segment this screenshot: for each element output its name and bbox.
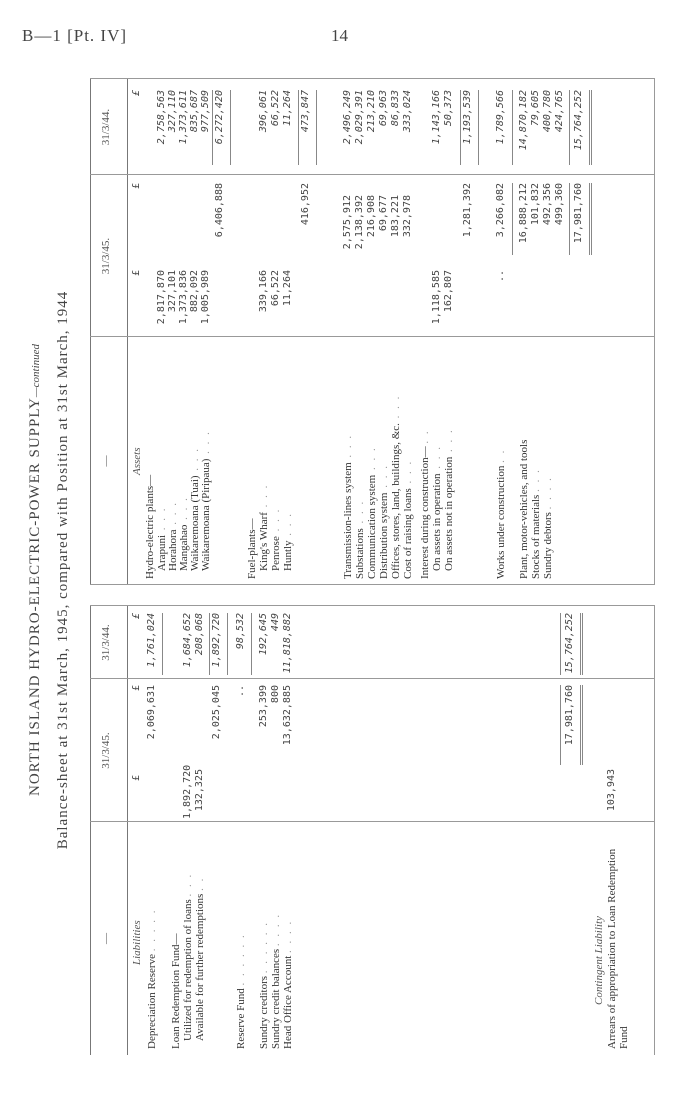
depreciation-reserve-prev: 1,761,024 [146,613,157,668]
fuel-plant-prev: 66,522 [270,90,281,127]
depreciation-reserve-label: Depreciation Reserve . . . . . [146,908,158,1049]
asset-item-label: Cost of raising loans . . . [402,459,414,579]
interest-item-label: On assets in operation . . . [431,445,443,571]
loan-fund-label: Loan Redemption Fund— [170,933,182,1049]
interest-heading: Interest during construction— . . [419,429,431,579]
asset-item-prev: 86,833 [390,90,401,127]
hydro-plant-label: Arapuni . . . [156,506,168,571]
assets-subtotal: 16,888,212 [518,183,529,244]
sundry-credit-balances-prev: 449 [270,613,281,632]
hydro-plant-value: 1,373,836 [178,270,189,325]
debtors-label: Sundry debtors . . . . [542,476,554,579]
contingent-liability-value: 103,943 [606,769,617,812]
interest-item-value: 162,807 [443,270,454,313]
interest-item-prev: 50,373 [443,90,454,127]
hydro-plant-prev: 977,509 [200,90,211,133]
loan-fund-utilized-label: Utilized for redemption of loans . . . [182,872,194,1041]
asset-item-prev: 2,029,391 [354,90,365,145]
asset-item-value: 216,908 [366,195,377,238]
depreciation-reserve-value: 2,069,631 [146,685,157,740]
liabilities-table [90,605,655,1055]
works-value-dots: .. [495,270,506,283]
debtors-prev: 424,765 [554,90,565,133]
pound-sign: £ [131,613,142,620]
asset-item-value: 2,138,392 [354,195,365,250]
hydro-plant-value: 327,101 [167,270,178,313]
contingent-liability-heading: Contingent Liability [593,916,605,1005]
sundry-credit-balances-value: 800 [270,685,281,704]
head-office-label: Head Office Account . . . . [282,919,294,1049]
stocks-value: 492,356 [542,183,553,226]
stocks-prev: 400,780 [542,90,553,133]
asset-item-prev: 2,496,249 [342,90,353,145]
hydro-plant-label: Waikaremoana (Piripaua) . . . [200,430,212,571]
liabilities-total: 17,981,760 [564,685,575,746]
hydro-plant-value: 2,817,870 [156,270,167,325]
pound-sign: £ [131,90,142,97]
loan-fund-utilized-prev: 1,684,652 [182,613,193,668]
assets-table [90,78,655,585]
loan-fund-utilized-value: 1,892,720 [182,764,193,819]
hydro-plant-prev: 2,758,563 [156,90,167,145]
sundry-creditors-label: Sundry creditors . . . . . . [258,920,270,1049]
pound-sign: £ [131,270,142,277]
assets-total: 17,981,760 [573,183,584,244]
interest-item-value: 1,118,585 [431,270,442,325]
assets-current-header: 31/3/45. [100,237,112,275]
sundry-creditors-prev: 192,645 [258,613,269,656]
loan-fund-total-prev: 1,892,720 [211,613,222,668]
hydro-plant-label: Horahora . . . [167,500,179,571]
interest-item-label: On assets not in operation . . . [443,428,455,571]
fuel-plant-value: 339,166 [258,270,269,313]
balance-sheet [27,70,677,1070]
asset-item-value: 332,978 [402,195,413,238]
hydro-plant-prev: 327,110 [167,90,178,133]
sundry-credit-balances-label: Sundry credit balances . . . . [270,912,282,1049]
hydro-total: 6,406,888 [214,183,225,238]
assets-subtotal-prev: 14,870,182 [518,90,529,151]
assets-description-header: — [100,455,112,467]
assets-total-prev: 15,764,252 [573,90,584,151]
asset-item-value: 183,221 [390,195,401,238]
loan-fund-available-prev: 208,068 [194,613,205,656]
asset-item-label: Substations . . . [354,499,366,579]
fuel-total-prev: 473,847 [300,90,311,133]
asset-item-label: Distribution system . . . [378,464,390,579]
loan-fund-available-value: 132,325 [194,769,205,812]
head-office-value: 13,632,885 [282,685,293,746]
pound-sign: £ [131,183,142,190]
reserve-fund-label: Reserve Fund . . . . . . [235,933,247,1049]
liabilities-total-prev: 15,764,252 [564,613,575,674]
interest-total: 1,281,392 [462,183,473,238]
hydro-plant-prev: 835,687 [189,90,200,133]
asset-item-value: 69,677 [378,195,389,232]
pound-sign: £ [131,685,142,692]
hydro-plant-label: Waikaremoana (Tuai) . . . [189,446,201,571]
title-main: NORTH ISLAND HYDRO-ELECTRIC-POWER SUPPLY [27,397,43,797]
document-subtitle: Balance-sheet at 31st March, 1945, compared with Position at 31st March, 1944 [55,290,71,850]
reserve-fund-prev: 98,532 [235,613,246,650]
fuel-plant-label: King's Wharf . . . [258,483,270,571]
asset-item-label: Transmission-lines system . . . [342,433,354,579]
plant-value: 101,832 [530,183,541,226]
loan-fund-total: 2,025,045 [211,685,222,740]
page-header [0,26,700,50]
fuel-plant-value: 66,522 [270,270,281,307]
fuel-total: 416,952 [300,183,311,226]
pound-sign: £ [131,775,142,782]
asset-item-label: Communication system . . . [366,446,378,579]
assets-previous-header: 31/3/44. [100,108,112,146]
interest-total-prev: 1,193,539 [462,90,473,145]
assets-heading: Assets [131,447,143,475]
hydro-plant-value: 882,092 [189,270,200,313]
head-office-prev: 11,818,882 [282,613,293,674]
works-label: Works under construction . . [495,448,507,579]
debtors-value: 499,360 [554,183,565,226]
liabilities-current-header: 31/3/45. [100,732,112,769]
hydro-plant-label: Mangahao . . . [178,496,190,571]
fuel-plant-value: 11,264 [282,270,293,307]
fuel-heading: Fuel-plants— [246,518,258,579]
contingent-liability-label: Arrears of appropriation to Loan Redemption Fund [606,848,630,1049]
liabilities-description-header: — [100,933,112,944]
fuel-plant-prev: 11,264 [282,90,293,127]
plant-label: Plant, motor-vehicles, and tools [518,439,530,579]
hydro-heading: Hydro-electric plants— [144,474,156,579]
fuel-plant-label: Penrose . . . [270,507,282,571]
asset-item-value: 2,575,912 [342,195,353,250]
parliamentary-paper-reference: B—1 [Pt. IV] [22,26,128,45]
loan-fund-available-label: Available for further redemptions . . [194,876,206,1041]
sundry-creditors-value: 253,399 [258,685,269,728]
fuel-plant-prev: 396,061 [258,90,269,133]
hydro-plant-prev: 1,373,611 [178,90,189,145]
asset-item-prev: 333,024 [402,90,413,133]
reserve-fund-value: .. [235,685,246,698]
title-continued: —continued [30,343,42,398]
document-title [27,70,44,1070]
asset-item-label: Offices, stores, land, buildings, &c. . . . [390,394,402,579]
liabilities-heading: Liabilities [131,920,143,965]
works-prev: 1,789,566 [495,90,506,145]
page-number: 14 [331,26,348,45]
stocks-label: Stocks of materials . . . [530,468,542,579]
works-value: 3,266,082 [495,183,506,238]
asset-item-prev: 69,963 [378,90,389,127]
fuel-plant-label: Huntly . . . [282,511,294,571]
plant-prev: 79,605 [530,90,541,127]
liabilities-previous-header: 31/3/44. [100,624,112,661]
asset-item-prev: 213,210 [366,90,377,133]
hydro-plant-value: 1,005,989 [200,270,211,325]
hydro-total-prev: 6,272,420 [214,90,225,145]
interest-item-prev: 1,143,166 [431,90,442,145]
